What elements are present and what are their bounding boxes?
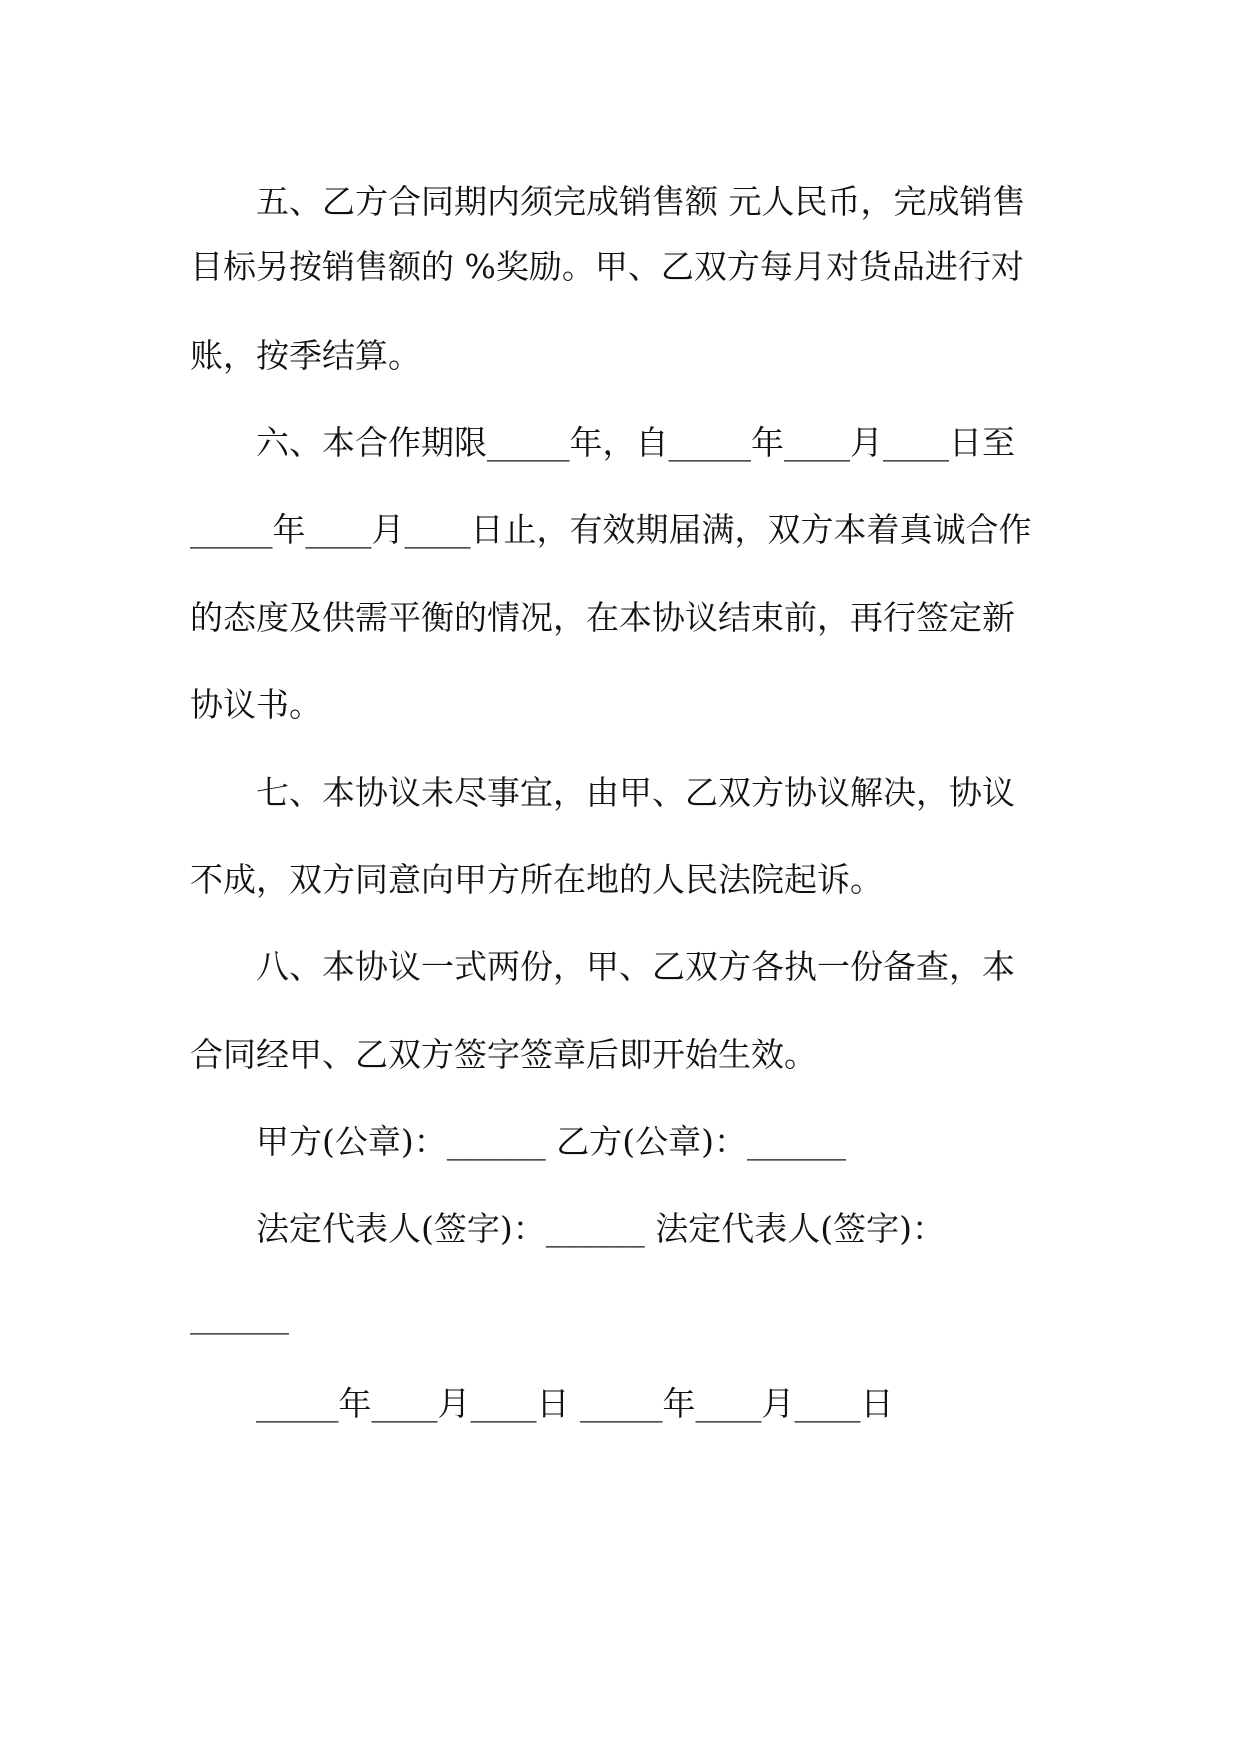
clause-8-line-2: 合同经甲、乙双方签字签章后即开始生效。 xyxy=(190,1035,817,1074)
clause-6-line-1: 六、本合作期限_____年，自_____年____月____日至 xyxy=(256,423,1015,462)
clause-7-line-1: 七、本协议未尽事宜，由甲、乙双方协议解决，协议 xyxy=(256,773,1015,812)
clause-6-line-4: 协议书。 xyxy=(190,685,322,724)
clause-7-line-2: 不成，双方同意向甲方所在地的人民法院起诉。 xyxy=(190,860,883,899)
clause-6-line-3: 的态度及供需平衡的情况，在本协议结束前，再行签定新 xyxy=(190,598,1015,637)
clause-5-line-2: 目标另按销售额的 %奖励。甲、乙双方每月对货品进行对 xyxy=(190,247,1024,286)
seal-line: 甲方(公章)：______ 乙方(公章)：______ xyxy=(256,1122,846,1161)
representative-blank: ______ xyxy=(190,1296,289,1335)
clause-6-line-2: _____年____月____日止，有效期届满，双方本着真诚合作 xyxy=(190,510,1032,549)
date-line: _____年____月____日 _____年____月____日 xyxy=(256,1384,894,1423)
clause-5-line-3: 账，按季结算。 xyxy=(190,336,421,375)
representative-line: 法定代表人(签字)：______ 法定代表人(签字)： xyxy=(256,1209,945,1248)
clause-5-line-1: 五、乙方合同期内须完成销售额 元人民币，完成销售 xyxy=(256,182,1026,221)
clause-8-line-1: 八、本协议一式两份，甲、乙双方各执一份备查，本 xyxy=(256,947,1015,986)
